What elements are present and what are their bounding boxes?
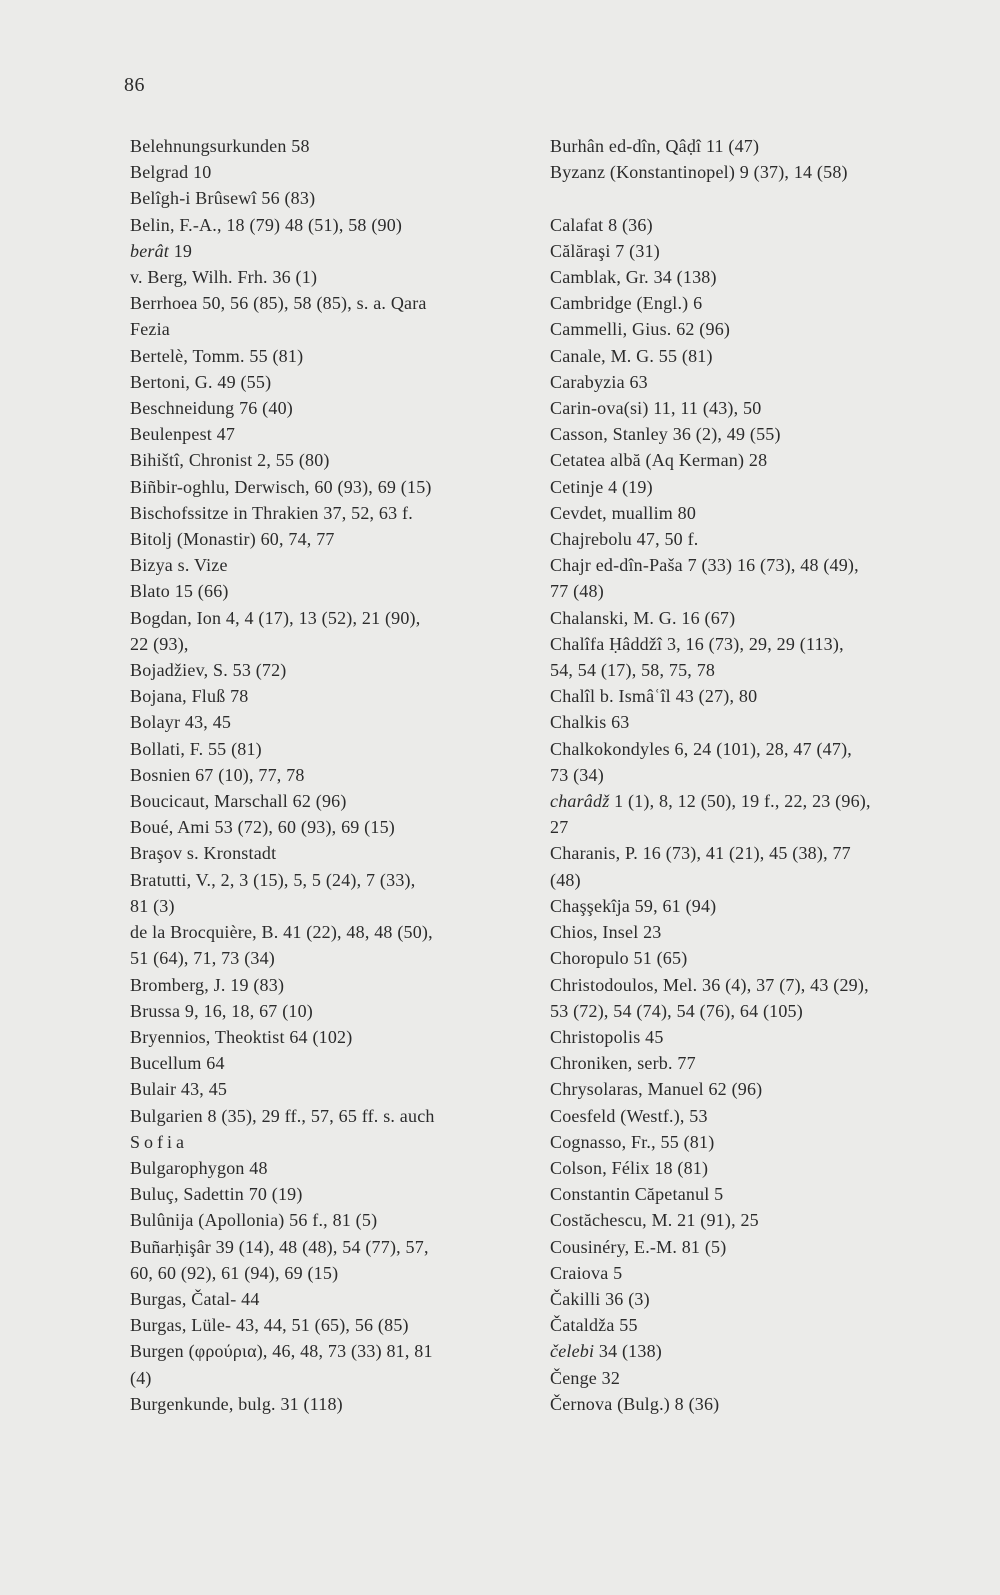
index-entry: [550, 264, 970, 290]
index-entry-text: Bolayr 43, 45: [130, 712, 232, 733]
index-entry-text: Camblak, Gr. 34 (138): [550, 267, 717, 288]
index-entry: [130, 290, 550, 342]
index-entry-text: Bulair 43, 45: [130, 1079, 228, 1100]
index-entry-text: Christopolis 45: [550, 1026, 664, 1047]
index-entry-continuation: 27: [550, 817, 569, 838]
index-entry: [130, 343, 550, 369]
index-entry-text: Beulenpest 47: [130, 424, 236, 445]
index-entry-text: Bertelè, Tomm. 55 (81): [130, 345, 304, 366]
index-entry-text: Belin, F.-A., 18 (79) 48 (51), 58 (90): [130, 214, 403, 235]
index-entry-text: Chrysolaras, Manuel 62 (96): [550, 1079, 763, 1100]
index-entry-text: Brussa 9, 16, 18, 67 (10): [130, 1000, 313, 1021]
index-entry-text: Chalkis 63: [550, 712, 630, 733]
index-entry-text: Carin-ova(si) 11, 11 (43), 50: [550, 398, 762, 419]
index-entry-text: Cognasso, Fr., 55 (81): [550, 1131, 715, 1152]
index-entry: [130, 1338, 550, 1390]
index-entry: [130, 1286, 550, 1312]
index-entry-text: Christodoulos, Mel. 36 (4), 37 (7), 43 (29),: [550, 974, 869, 995]
index-entry-text: berât 19: [130, 240, 193, 261]
index-entry: [130, 1391, 550, 1417]
index-entry: [550, 1312, 970, 1338]
index-entry: [550, 919, 970, 945]
index-entry-continuation: 77 (48): [550, 581, 604, 602]
index-entry-text: Coesfeld (Westf.), 53: [550, 1105, 708, 1126]
index-entry-text: Beschneidung 76 (40): [130, 398, 293, 419]
index-entry: [130, 814, 550, 840]
index-entry-continuation: 60, 60 (92), 61 (94), 69 (15): [130, 1262, 339, 1283]
index-entry: [550, 1181, 970, 1207]
index-entry: [130, 867, 550, 919]
index-entry: [550, 1365, 970, 1391]
index-entry-text: Cammelli, Gius. 62 (96): [550, 319, 731, 340]
index-entry-text: Buñarḥişâr 39 (14), 48 (48), 54 (77), 57,: [130, 1236, 429, 1257]
index-entry-text: Boucicaut, Marschall 62 (96): [130, 791, 347, 812]
index-entry-text: Chalîl b. Ismâʿîl 43 (27), 80: [550, 686, 758, 707]
index-entry-text: Craiova 5: [550, 1262, 623, 1283]
index-entry: [550, 893, 970, 919]
index-entry: [130, 1207, 550, 1233]
index-entry-continuation: 51 (64), 71, 73 (34): [130, 948, 275, 969]
index-entry: [550, 290, 970, 316]
index-entry: [130, 683, 550, 709]
index-entry: [550, 133, 970, 159]
index-entry-text: Bulgarophygon 48: [130, 1157, 268, 1178]
index-entry: [130, 1076, 550, 1102]
index-entry: [550, 840, 970, 892]
index-entry-text: Chaşşekîja 59, 61 (94): [550, 895, 717, 916]
index-entry-text: Bulûnija (Apollonia) 56 f., 81 (5): [130, 1210, 378, 1231]
index-entry-text: Bollati, F. 55 (81): [130, 738, 262, 759]
index-entry: [550, 1155, 970, 1181]
index-entry: [130, 1181, 550, 1207]
index-entry-text: Biñbir-oghlu, Derwisch, 60 (93), 69 (15): [130, 476, 432, 497]
index-entry: [550, 736, 970, 788]
index-entry: [550, 1338, 970, 1364]
index-entry-text: Bosnien 67 (10), 77, 78: [130, 764, 305, 785]
index-column-left: [130, 133, 550, 1417]
index-entry-continuation: Sofia: [130, 1131, 188, 1152]
index-entry-text: v. Berg, Wilh. Frh. 36 (1): [130, 267, 318, 288]
index-entry: [130, 421, 550, 447]
index-entry-text: Berrhoea 50, 56 (85), 58 (85), s. a. Qara: [130, 293, 427, 314]
index-entry: [550, 474, 970, 500]
index-entry-text: Bertoni, G. 49 (55): [130, 371, 272, 392]
index-entry: [550, 605, 970, 631]
index-entry-text: Burgas, Lüle- 43, 44, 51 (65), 56 (85): [130, 1315, 409, 1336]
index-entry: [550, 1103, 970, 1129]
index-entry-continuation: 81 (3): [130, 895, 175, 916]
index-entry: [550, 526, 970, 552]
index-entry-text: Chios, Insel 23: [550, 922, 662, 943]
index-entry: [130, 552, 550, 578]
index-entry-text: Chroniken, serb. 77: [550, 1053, 696, 1074]
index-entry-text: Bromberg, J. 19 (83): [130, 974, 285, 995]
index-entry: [550, 788, 970, 840]
index-entry-text: Černova (Bulg.) 8 (36): [550, 1393, 720, 1414]
index-entry-text: Blato 15 (66): [130, 581, 229, 602]
index-entry: [550, 369, 970, 395]
index-entry-text: charâdž 1 (1), 8, 12 (50), 19 f., 22, 23 (96),: [550, 791, 871, 812]
index-entry-text: Braşov s. Kronstadt: [130, 843, 277, 864]
index-entry: [130, 709, 550, 735]
index-entry: [130, 788, 550, 814]
index-entry-text: Bulgarien 8 (35), 29 ff., 57, 65 ff. s. auch: [130, 1105, 435, 1126]
index-entry: [130, 369, 550, 395]
index-entry-text: Čenge 32: [550, 1367, 621, 1388]
index-entry: [550, 945, 970, 971]
index-entry-continuation: 54, 54 (17), 58, 75, 78: [550, 660, 716, 681]
index-entry-text: Cousinéry, E.-M. 81 (5): [550, 1236, 727, 1257]
index-entry: [130, 133, 550, 159]
index-entry-text: Bryennios, Theoktist 64 (102): [130, 1026, 353, 1047]
page-number: 86: [124, 74, 145, 96]
index-entry-text: Bischofssitze in Thrakien 37, 52, 63 f.: [130, 502, 413, 523]
index-entry: [130, 395, 550, 421]
index-entry-continuation: Fezia: [130, 319, 170, 340]
index-entry: [130, 1024, 550, 1050]
index-entry: [130, 578, 550, 604]
index-entry: [550, 159, 970, 185]
index-entry: [130, 972, 550, 998]
index-entry-continuation: (4): [130, 1367, 152, 1388]
index-entry: [130, 919, 550, 971]
index-entry-text: Charanis, P. 16 (73), 41 (21), 45 (38), 77: [550, 843, 851, 864]
index-entry-text: Choropulo 51 (65): [550, 948, 688, 969]
index-entry: [550, 1234, 970, 1260]
index-entry: [130, 474, 550, 500]
index-entry-text: Čataldža 55: [550, 1315, 638, 1336]
index-entry: [550, 395, 970, 421]
index-entry: [550, 1260, 970, 1286]
index-entry-text: Bizya s. Vize: [130, 555, 228, 576]
index-entry-continuation: 53 (72), 54 (74), 54 (76), 64 (105): [550, 1000, 803, 1021]
index-entry: [130, 736, 550, 762]
index-entry: [130, 1312, 550, 1338]
index-entry-text: Belehnungsurkunden 58: [130, 136, 310, 156]
index-entry: [550, 1024, 970, 1050]
index-entry-text: Chajr ed-dîn-Paša 7 (33) 16 (73), 48 (49),: [550, 555, 859, 576]
index-entry: [130, 500, 550, 526]
index-entry: [550, 421, 970, 447]
index-entry: [550, 709, 970, 735]
index-entry-text: Cevdet, muallim 80: [550, 502, 697, 523]
index-entry-text: Boué, Ami 53 (72), 60 (93), 69 (15): [130, 817, 395, 838]
index-entry-text: Buluç, Sadettin 70 (19): [130, 1184, 303, 1205]
index-entry: [550, 238, 970, 264]
index-entry-continuation: 73 (34): [550, 764, 604, 785]
index-entry: [130, 212, 550, 238]
index-column-right: [550, 133, 970, 1417]
index-entry-text: Cambridge (Engl.) 6: [550, 293, 703, 314]
index-entry-text: Bratutti, V., 2, 3 (15), 5, 5 (24), 7 (33),: [130, 869, 416, 890]
index-entry: [130, 1155, 550, 1181]
index-entry: [550, 552, 970, 604]
index-entry: [130, 762, 550, 788]
index-entry-text: Călăraşi 7 (31): [550, 240, 660, 261]
index-entry: [130, 605, 550, 657]
index-entry-text: de la Brocquière, B. 41 (22), 48, 48 (50),: [130, 922, 433, 943]
index-entry: [550, 316, 970, 342]
index-entry: [550, 1286, 970, 1312]
index-entry-text: Chalîfa Ḥâddžî 3, 16 (73), 29, 29 (113),: [550, 633, 844, 654]
index-entry: [130, 1050, 550, 1076]
index-entry-text: Bojana, Fluß 78: [130, 686, 249, 707]
index-entry: [550, 631, 970, 683]
index-entry: [550, 1391, 970, 1417]
index-entry-text: Cetatea albă (Aq Kerman) 28: [550, 450, 768, 471]
index-entry: [550, 972, 970, 1024]
index-entry-text: Belîgh-i Brûsewî 56 (83): [130, 188, 316, 209]
index-entry: [130, 998, 550, 1024]
index-entry-text: Burgas, Čatal- 44: [130, 1288, 260, 1309]
index-entry-text: Calafat 8 (36): [550, 214, 653, 235]
index-entry: [550, 683, 970, 709]
index-entry-text: Byzanz (Konstantinopel) 9 (37), 14 (58): [550, 162, 848, 183]
index-entry-text: Belgrad 10: [130, 162, 212, 183]
index-entry-continuation: 22 (93),: [130, 633, 189, 654]
index-entry: [130, 657, 550, 683]
index-entry-text: Bihištî, Chronist 2, 55 (80): [130, 450, 330, 471]
index-entry-text: Chajrebolu 47, 50 f.: [550, 529, 699, 550]
index-entry: [130, 840, 550, 866]
index-entry-text: Casson, Stanley 36 (2), 49 (55): [550, 424, 781, 445]
index-entry-text: čelebi 34 (138): [550, 1341, 662, 1362]
index-entry-text: [572, 185, 970, 211]
index-entry: [130, 1234, 550, 1286]
index-entry-text: Bucellum 64: [130, 1053, 225, 1074]
index-entry-continuation: (48): [550, 869, 581, 890]
index-entry: [130, 185, 550, 211]
index-entry: [550, 1129, 970, 1155]
index-entry-text: Canale, M. G. 55 (81): [550, 345, 713, 366]
index-entry: [130, 1103, 550, 1155]
index-entry-text: Constantin Căpetanul 5: [550, 1184, 724, 1205]
index-entry-text: Carabyzia 63: [550, 371, 648, 392]
index-entry: [130, 447, 550, 473]
index-entry-text: Bojadžiev, S. 53 (72): [130, 660, 287, 681]
index-entry: [550, 1050, 970, 1076]
index-entry: [130, 238, 550, 264]
index-entry-text: Bitolj (Monastir) 60, 74, 77: [130, 529, 335, 550]
index-entry-text: Bogdan, Ion 4, 4 (17), 13 (52), 21 (90),: [130, 607, 421, 628]
index-entry-text: Čakilli 36 (3): [550, 1288, 650, 1309]
index-entry: [550, 447, 970, 473]
index-entry: [550, 1207, 970, 1233]
index-entry-text: Chalanski, M. G. 16 (67): [550, 607, 736, 628]
index-entry: [130, 264, 550, 290]
index-entry-text: Colson, Félix 18 (81): [550, 1157, 709, 1178]
index-entry: [130, 159, 550, 185]
index-entry: [550, 212, 970, 238]
index-entry-text: Burgen (φρούρια), 46, 48, 73 (33) 81, 81: [130, 1341, 433, 1362]
index-entry: [550, 500, 970, 526]
index-entry: [130, 526, 550, 552]
index-entry-text: Costăchescu, M. 21 (91), 25: [550, 1210, 759, 1231]
index-entry: [550, 185, 970, 211]
index-entry: [550, 343, 970, 369]
index-entry-text: Chalkokondyles 6, 24 (101), 28, 47 (47),: [550, 738, 852, 759]
index-entry-text: Burhân ed-dîn, Qâḍî 11 (47): [550, 136, 760, 156]
index-entry-text: Burgenkunde, bulg. 31 (118): [130, 1393, 343, 1414]
index-entry-text: Cetinje 4 (19): [550, 476, 653, 497]
index-entry: [550, 1076, 970, 1102]
